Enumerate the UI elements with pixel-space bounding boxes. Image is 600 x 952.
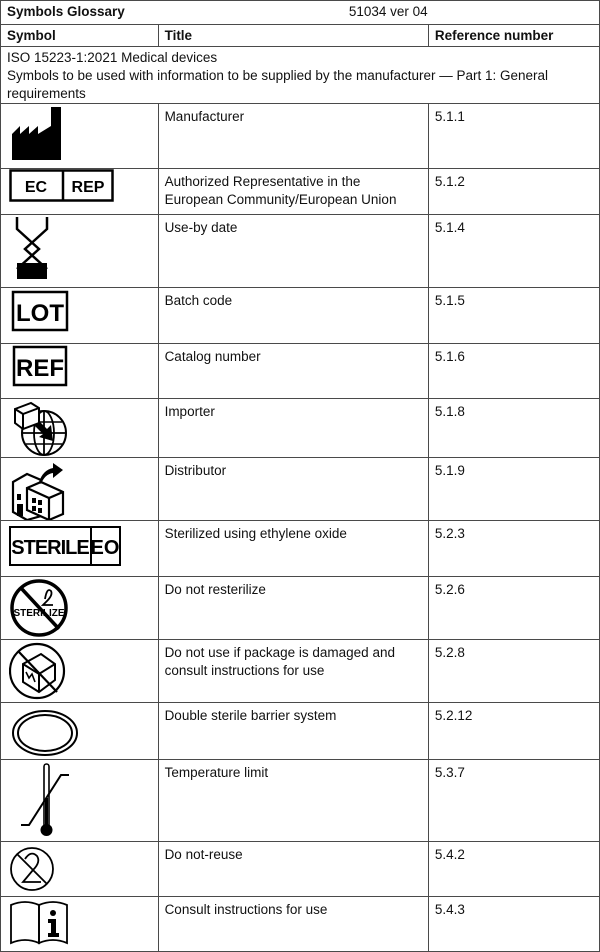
symbol-title: Do not use if package is damaged and consult instructions for use — [158, 640, 428, 703]
symbol-title: Double sterile barrier system — [158, 703, 428, 760]
ec-rep-icon — [9, 169, 158, 203]
symbol-cell — [1, 169, 159, 215]
column-header-title: Title — [158, 25, 428, 47]
symbol-title: Batch code — [158, 288, 428, 344]
symbol-title: Catalog number — [158, 344, 428, 399]
table-row — [1, 344, 600, 399]
title-cell — [1, 1, 600, 25]
svg-text:STERILIZE: STERILIZE — [13, 608, 65, 619]
sterile-eo-icon — [9, 521, 158, 567]
symbol-cell — [1, 215, 159, 288]
standard-name: ISO 15223-1:2021 Medical devices — [7, 50, 218, 65]
symbol-cell — [1, 458, 159, 521]
symbol-cell — [1, 842, 159, 897]
symbol-cell — [1, 104, 159, 169]
column-header-reference: Reference number — [428, 25, 599, 47]
symbol-cell — [1, 577, 159, 640]
reference-number: 5.2.3 — [428, 521, 599, 577]
table-row — [1, 288, 600, 344]
title-row — [1, 1, 600, 25]
standard-cell — [1, 47, 600, 104]
symbol-cell — [1, 521, 159, 577]
reference-number: 5.1.5 — [428, 288, 599, 344]
symbol-title: Consult instructions for use — [158, 897, 428, 952]
table-row — [1, 577, 600, 640]
symbol-title: Use-by date — [158, 215, 428, 288]
double-sterile-barrier-icon — [9, 703, 158, 759]
consult-ifu-icon — [9, 897, 158, 947]
table-row — [1, 521, 600, 577]
table-row — [1, 897, 600, 952]
reference-number: 5.1.9 — [428, 458, 599, 521]
column-header-symbol: Symbol — [1, 25, 159, 47]
column-header-row — [1, 25, 600, 47]
symbol-title: Do not resterilize — [158, 577, 428, 640]
document-title: Symbols Glossary — [7, 4, 125, 19]
symbol-title: Importer — [158, 399, 428, 458]
symbol-cell — [1, 344, 159, 399]
reference-number: 5.4.2 — [428, 842, 599, 897]
symbol-title: Manufacturer — [158, 104, 428, 169]
reference-number: 5.2.8 — [428, 640, 599, 703]
symbol-cell — [1, 640, 159, 703]
manufacturer-icon — [9, 104, 158, 160]
table-row — [1, 842, 600, 897]
table-row — [1, 458, 600, 521]
reference-number: 5.2.6 — [428, 577, 599, 640]
svg-text:REP: REP — [71, 179, 105, 196]
document-id: 51034 ver 04 — [348, 4, 428, 19]
damaged-package-icon — [9, 640, 158, 702]
svg-text:REF: REF — [16, 355, 64, 382]
reference-number: 5.1.8 — [428, 399, 599, 458]
symbol-title: Temperature limit — [158, 760, 428, 842]
symbol-title: Do not-reuse — [158, 842, 428, 897]
table-row — [1, 760, 600, 842]
svg-text:EC: EC — [24, 179, 48, 196]
reference-number: 5.3.7 — [428, 760, 599, 842]
importer-icon — [9, 399, 158, 457]
ref-icon — [9, 344, 158, 390]
table-row — [1, 104, 600, 169]
lot-icon — [9, 288, 158, 334]
standard-row — [1, 47, 600, 104]
reference-number: 5.1.4 — [428, 215, 599, 288]
symbol-title: Distributor — [158, 458, 428, 521]
table-row — [1, 169, 600, 215]
svg-text:EO: EO — [90, 537, 120, 559]
table-row — [1, 640, 600, 703]
reference-number: 5.2.12 — [428, 703, 599, 760]
reference-number: 5.4.3 — [428, 897, 599, 952]
do-not-resterilize-icon — [9, 577, 158, 639]
symbol-title: Authorized Representative in the European Community/European Union — [158, 169, 428, 215]
standard-description: Symbols to be used with information to be supplied by the manufacturer — Part 1: General requirements — [7, 68, 549, 101]
reference-number: 5.1.1 — [428, 104, 599, 169]
temperature-limit-icon — [9, 760, 158, 840]
symbol-cell — [1, 897, 159, 952]
symbol-cell — [1, 760, 159, 842]
do-not-reuse-icon — [9, 842, 158, 894]
table-row — [1, 215, 600, 288]
hourglass-icon — [9, 215, 158, 281]
symbol-cell — [1, 703, 159, 760]
symbol-title: Sterilized using ethylene oxide — [158, 521, 428, 577]
svg-text:LOT: LOT — [16, 300, 64, 327]
table-row — [1, 703, 600, 760]
reference-number: 5.1.6 — [428, 344, 599, 399]
symbol-cell — [1, 399, 159, 458]
reference-number: 5.1.2 — [428, 169, 599, 215]
svg-text:STERILE: STERILE — [11, 537, 89, 559]
table-row — [1, 399, 600, 458]
symbol-cell — [1, 288, 159, 344]
distributor-icon — [9, 458, 158, 520]
